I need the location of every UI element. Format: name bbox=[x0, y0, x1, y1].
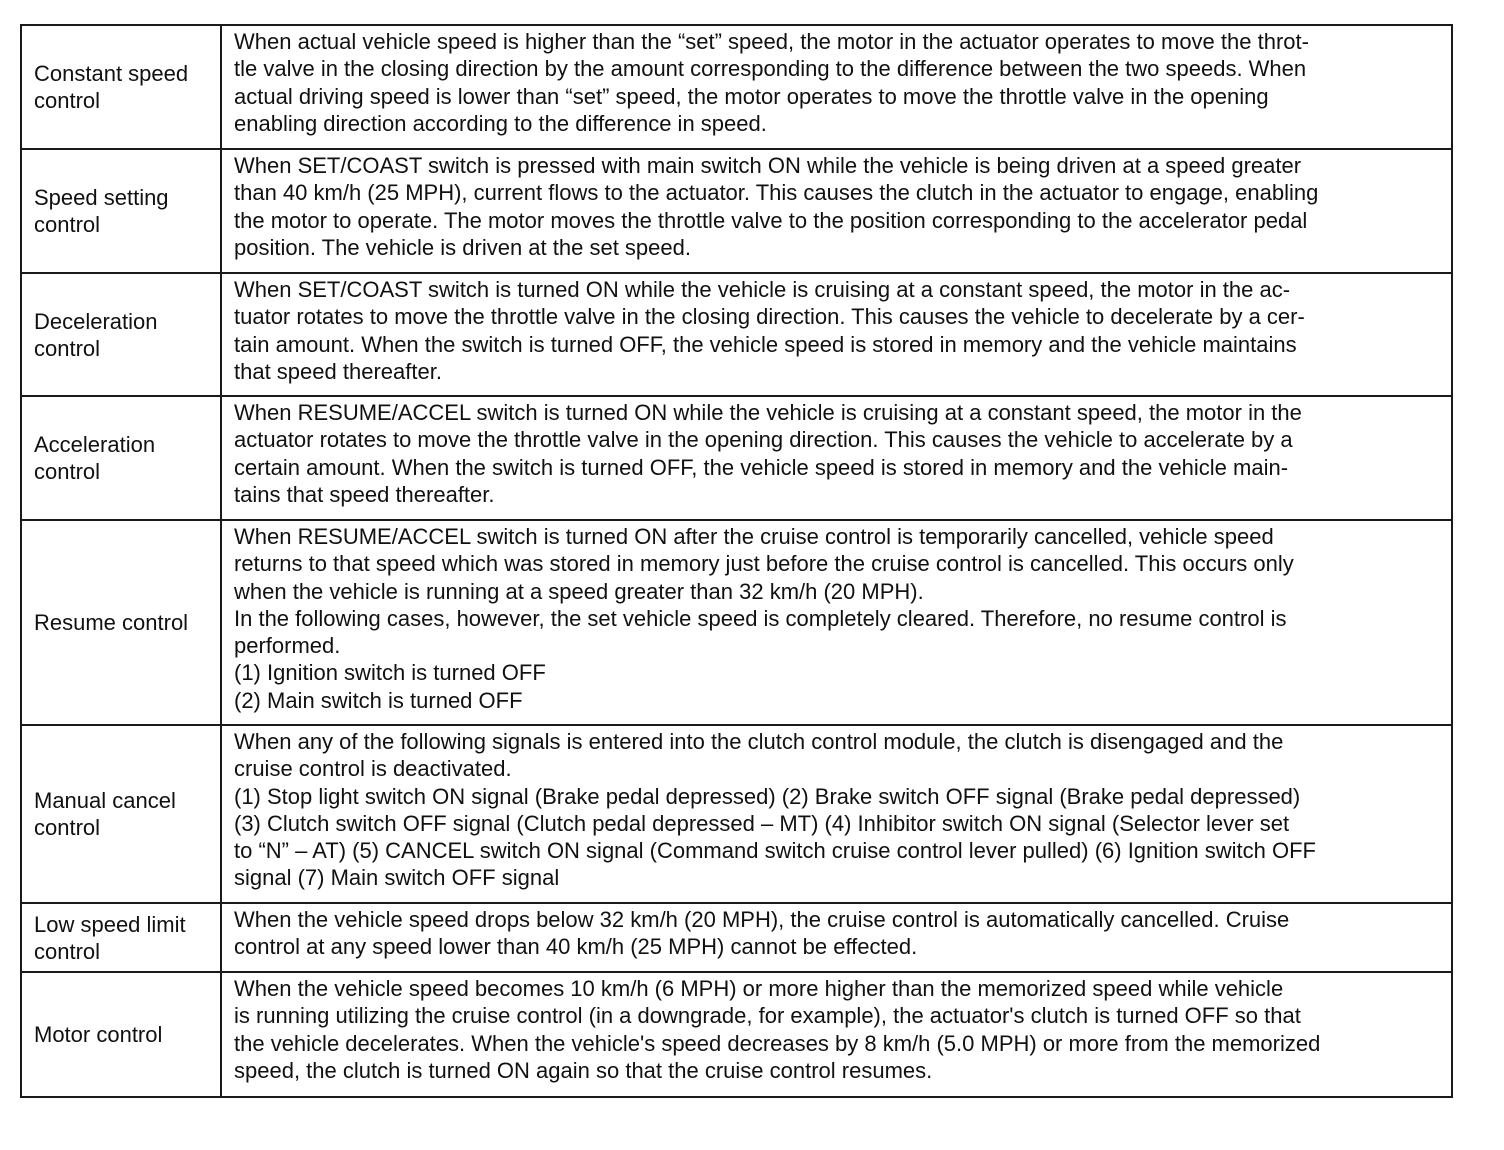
row-label-line: control bbox=[34, 335, 101, 361]
description-line: to “N” – AT) (5) CANCEL switch ON signal (Command switch cruise control lever pulled) (6) Ignition switch OFF bbox=[234, 838, 1316, 864]
row-label bbox=[22, 26, 222, 148]
description-line: When any of the following signals is entered into the clutch control module, the clutch is disengaged and the bbox=[234, 729, 1284, 754]
row-label-line: Deceleration bbox=[34, 308, 158, 334]
row-label-line: Speed setting bbox=[34, 185, 169, 210]
description-line: When RESUME/ACCEL switch is turned ON after the cruise control is temporarily cancelled, vehicle speed bbox=[234, 524, 1274, 549]
description-line: cruise control is deactivated. bbox=[234, 756, 512, 782]
row-label-line: Acceleration bbox=[34, 432, 156, 457]
description-line: the vehicle decelerates. When the vehicle's speed decreases by 8 km/h (5.0 MPH) or more from the memorized bbox=[234, 1030, 1321, 1056]
table-row-motor-control bbox=[22, 973, 1451, 1096]
description-line: (3) Clutch switch OFF signal (Clutch pedal depressed – MT) (4) Inhibitor switch ON signal (Selector lever set bbox=[234, 810, 1290, 836]
cruise-control-functions-table bbox=[20, 24, 1453, 1098]
row-description bbox=[222, 726, 1451, 902]
table-row-manual-cancel-control bbox=[22, 726, 1451, 904]
row-label-line: control bbox=[34, 938, 101, 964]
row-label-line: Constant speed bbox=[34, 61, 189, 86]
description-line: returns to that speed which was stored in memory just before the cruise control is cancelled. This occurs only bbox=[234, 551, 1294, 577]
description-line: (2) Main switch is turned OFF bbox=[234, 687, 523, 713]
table-row-low-speed-limit-control bbox=[22, 904, 1451, 973]
table-row-resume-control bbox=[22, 521, 1451, 726]
description-line: signal (7) Main switch OFF signal bbox=[234, 865, 560, 891]
row-description bbox=[222, 521, 1451, 724]
row-label-line: control bbox=[34, 459, 101, 484]
description-line: control at any speed lower than 40 km/h (25 MPH) cannot be effected. bbox=[234, 934, 918, 960]
table-row-constant-speed-control bbox=[22, 26, 1451, 150]
description-line: tains that speed thereafter. bbox=[234, 481, 495, 507]
description-line: actual driving speed is lower than “set” speed, the motor operates to move the throttle valve in the opening bbox=[234, 83, 1269, 109]
row-label-line: Low speed limit bbox=[34, 911, 186, 937]
table-row-deceleration-control bbox=[22, 274, 1451, 397]
description-line: When the vehicle speed drops below 32 km/h (20 MPH), the cruise control is automatically cancelled. Cruise bbox=[234, 907, 1290, 932]
description-line: When RESUME/ACCEL switch is turned ON while the vehicle is cruising at a constant speed, the motor in the bbox=[234, 400, 1302, 425]
description-line: When the vehicle speed becomes 10 km/h (6 MPH) or more higher than the memorized speed while vehicle bbox=[234, 976, 1284, 1001]
row-label bbox=[22, 521, 222, 724]
row-description bbox=[222, 274, 1451, 395]
description-line: certain amount. When the switch is turned OFF, the vehicle speed is stored in memory and the vehicle main- bbox=[234, 454, 1289, 480]
description-line: tuator rotates to move the throttle valve in the closing direction. This causes the vehicle to decelerate by a cer- bbox=[234, 304, 1305, 330]
row-label bbox=[22, 274, 222, 395]
row-label-line: Resume control bbox=[34, 610, 189, 635]
description-line: when the vehicle is running at a speed greater than 32 km/h (20 MPH). bbox=[234, 578, 924, 604]
row-label bbox=[22, 150, 222, 272]
description-line: actuator rotates to move the throttle valve in the opening direction. This causes the vehicle to accelerate by a bbox=[234, 427, 1293, 453]
row-description bbox=[222, 973, 1451, 1096]
row-label-line: Manual cancel bbox=[34, 788, 176, 813]
description-line: performed. bbox=[234, 633, 341, 659]
row-label-line: control bbox=[34, 815, 101, 840]
description-line: tle valve in the closing direction by the amount corresponding to the difference between the two speeds. When bbox=[234, 56, 1307, 82]
description-line: tain amount. When the switch is turned OFF, the vehicle speed is stored in memory and the vehicle maintains bbox=[234, 331, 1297, 357]
description-line: When SET/COAST switch is turned ON while the vehicle is cruising at a constant speed, the motor in the ac- bbox=[234, 277, 1291, 302]
description-line: position. The vehicle is driven at the set speed. bbox=[234, 234, 691, 260]
row-label bbox=[22, 726, 222, 902]
row-description bbox=[222, 26, 1451, 148]
description-line: When actual vehicle speed is higher than the “set” speed, the motor in the actuator operates to move the throt- bbox=[234, 29, 1309, 54]
description-line: In the following cases, however, the set vehicle speed is completely cleared. Therefore, no resume control is bbox=[234, 605, 1287, 631]
description-line: the motor to operate. The motor moves the throttle valve to the position corresponding to the accelerator pedal bbox=[234, 207, 1308, 233]
row-label-line: Motor control bbox=[34, 1022, 163, 1047]
row-label bbox=[22, 904, 222, 971]
table-row-acceleration-control bbox=[22, 397, 1451, 521]
row-description bbox=[222, 150, 1451, 272]
description-line: is running utilizing the cruise control (in a downgrade, for example), the actuator's clutch is turned OFF so that bbox=[234, 1003, 1301, 1029]
row-label-line: control bbox=[34, 212, 101, 237]
description-line: When SET/COAST switch is pressed with main switch ON while the vehicle is being driven at a speed greater bbox=[234, 153, 1302, 178]
description-line: than 40 km/h (25 MPH), current flows to the actuator. This causes the clutch in the actuator to engage, enabling bbox=[234, 180, 1319, 206]
row-description bbox=[222, 397, 1451, 519]
description-line: that speed thereafter. bbox=[234, 358, 442, 384]
row-label-line: control bbox=[34, 88, 101, 113]
description-line: speed, the clutch is turned ON again so that the cruise control resumes. bbox=[234, 1057, 933, 1083]
row-label bbox=[22, 973, 222, 1096]
description-line: enabling direction according to the difference in speed. bbox=[234, 110, 767, 136]
description-line: (1) Stop light switch ON signal (Brake pedal depressed) (2) Brake switch OFF signal (Brake pedal depressed) bbox=[234, 783, 1301, 809]
description-line: (1) Ignition switch is turned OFF bbox=[234, 660, 546, 686]
table-row-speed-setting-control bbox=[22, 150, 1451, 274]
row-description bbox=[222, 904, 1451, 971]
row-label bbox=[22, 397, 222, 519]
